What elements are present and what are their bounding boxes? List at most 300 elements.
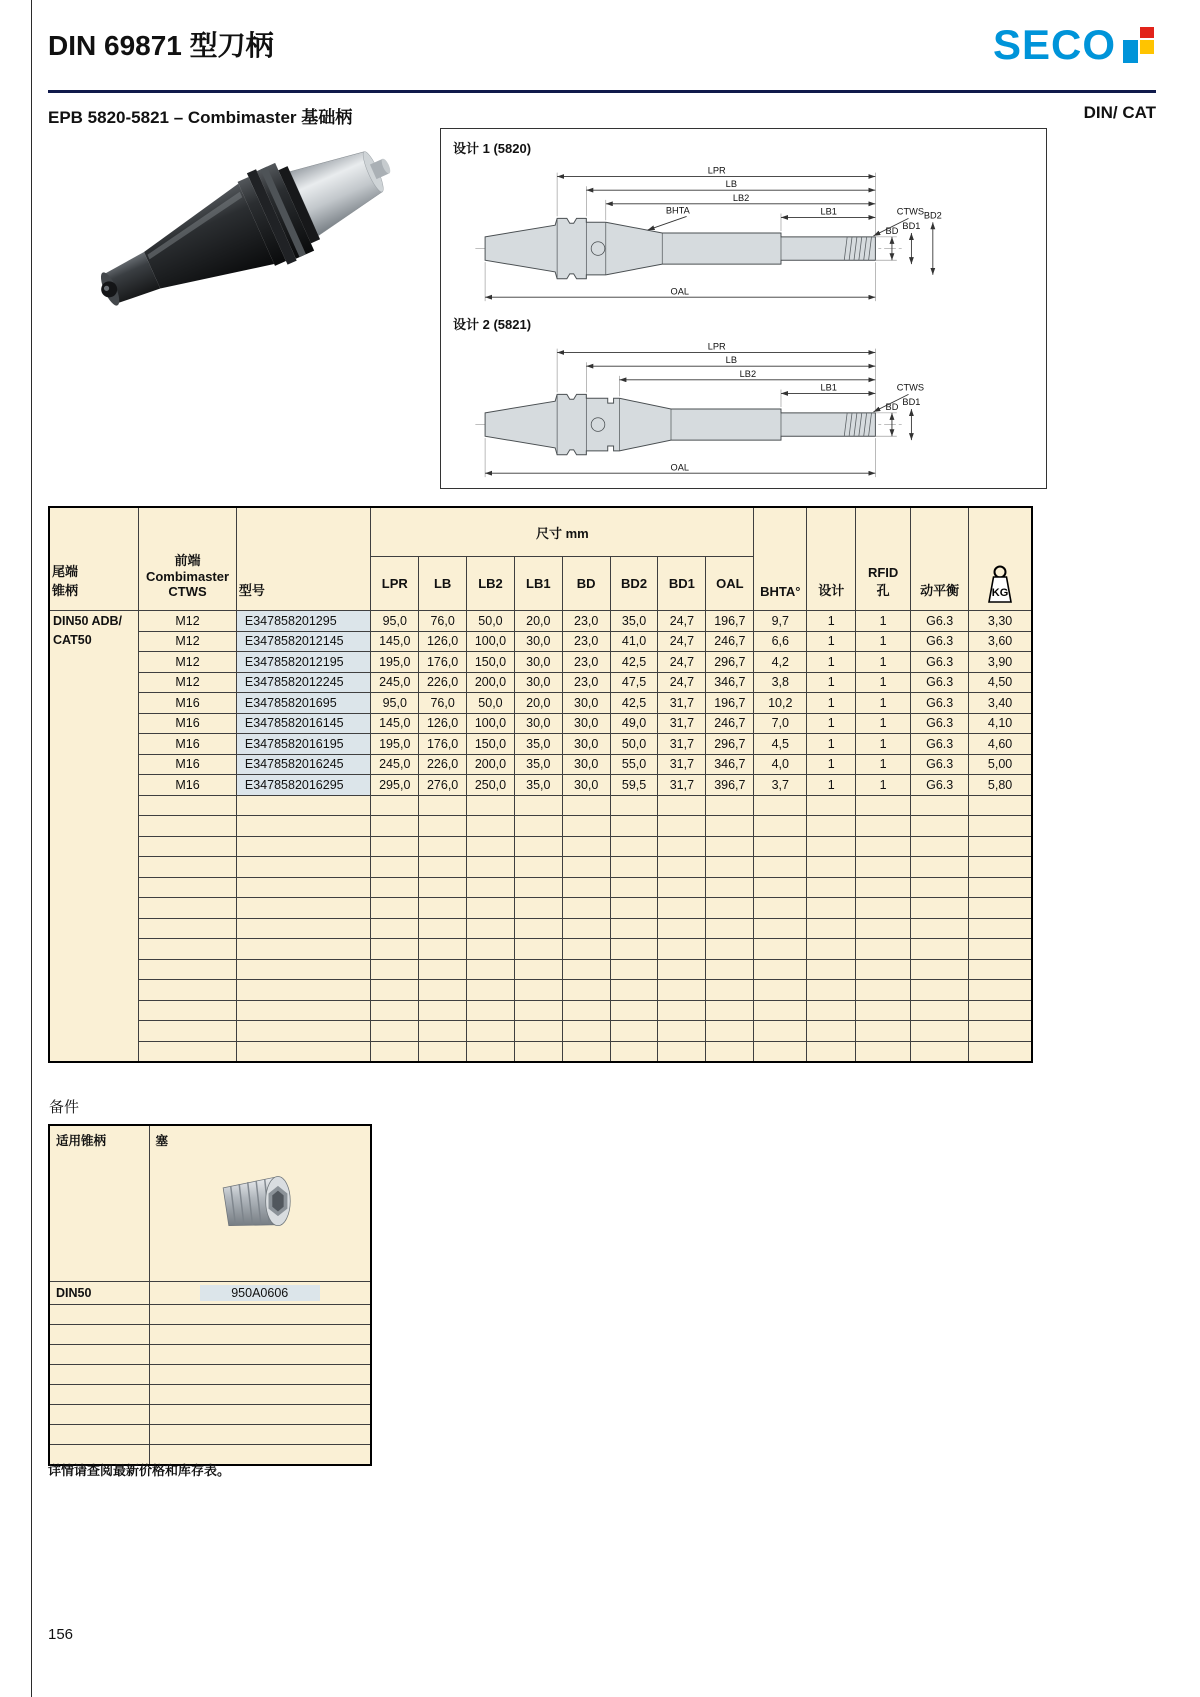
value-cell bbox=[856, 980, 911, 1001]
dim-label-bd: BD bbox=[885, 225, 898, 236]
value-cell: 196,7 bbox=[706, 693, 754, 714]
value-cell bbox=[467, 939, 515, 960]
value-cell bbox=[754, 1041, 807, 1062]
value-cell: 24,7 bbox=[658, 631, 706, 652]
value-cell bbox=[419, 816, 467, 837]
value-cell: 95,0 bbox=[371, 611, 419, 632]
value-cell bbox=[856, 918, 911, 939]
seco-logo bbox=[992, 21, 1156, 68]
value-cell bbox=[807, 857, 856, 878]
value-cell bbox=[610, 939, 658, 960]
value-cell bbox=[969, 918, 1032, 939]
value-cell: 31,7 bbox=[658, 734, 706, 755]
value-cell bbox=[807, 816, 856, 837]
dim-label-lb1: LB1 bbox=[819, 382, 837, 393]
empty-row bbox=[49, 836, 1032, 857]
value-cell: 59,5 bbox=[610, 775, 658, 796]
empty-row bbox=[49, 898, 1032, 919]
value-cell bbox=[514, 836, 562, 857]
value-cell bbox=[856, 898, 911, 919]
value-cell bbox=[514, 939, 562, 960]
value-cell bbox=[969, 939, 1032, 960]
value-cell: 30,0 bbox=[562, 734, 610, 755]
value-cell bbox=[610, 795, 658, 816]
col-header-bd2: BD2 bbox=[610, 557, 658, 611]
value-cell bbox=[514, 877, 562, 898]
value-cell bbox=[610, 1021, 658, 1042]
empty-row bbox=[49, 857, 1032, 878]
value-cell bbox=[856, 795, 911, 816]
empty-row bbox=[49, 877, 1032, 898]
design1-title: 设计 1 (5820) bbox=[453, 141, 532, 156]
value-cell: 250,0 bbox=[467, 775, 515, 796]
ctws-cell bbox=[139, 1041, 237, 1062]
value-cell bbox=[419, 898, 467, 919]
value-cell: 276,0 bbox=[419, 775, 467, 796]
model-cell bbox=[236, 898, 370, 919]
value-cell bbox=[754, 795, 807, 816]
col-header-bd: BD bbox=[562, 557, 610, 611]
spare-empty-cell bbox=[149, 1425, 371, 1445]
value-cell: 30,0 bbox=[514, 631, 562, 652]
value-cell: 7,0 bbox=[754, 713, 807, 734]
ctws-cell bbox=[139, 1021, 237, 1042]
value-cell bbox=[467, 857, 515, 878]
spare-empty-row bbox=[49, 1425, 371, 1445]
value-cell bbox=[911, 939, 969, 960]
value-cell: 1 bbox=[807, 631, 856, 652]
col-header-ctws-line2: Combimaster bbox=[145, 569, 230, 584]
spare-empty-cell bbox=[49, 1345, 149, 1365]
value-cell: 226,0 bbox=[419, 754, 467, 775]
value-cell bbox=[467, 816, 515, 837]
ctws-cell bbox=[139, 980, 237, 1001]
col-header-lb2: LB2 bbox=[467, 557, 515, 611]
value-cell: 1 bbox=[807, 693, 856, 714]
value-cell: 50,0 bbox=[467, 611, 515, 632]
value-cell bbox=[807, 877, 856, 898]
col-header-taper bbox=[49, 507, 139, 611]
spare-model-badge: 950A0606 bbox=[200, 1285, 320, 1301]
value-cell: 1 bbox=[856, 631, 911, 652]
value-cell bbox=[706, 918, 754, 939]
value-cell: 3,60 bbox=[969, 631, 1032, 652]
value-cell bbox=[807, 918, 856, 939]
value-cell: 4,2 bbox=[754, 652, 807, 673]
value-cell: 5,00 bbox=[969, 754, 1032, 775]
ctws-cell: M16 bbox=[139, 734, 237, 755]
value-cell: 1 bbox=[856, 734, 911, 755]
value-cell bbox=[562, 980, 610, 1001]
value-cell bbox=[371, 816, 419, 837]
value-cell bbox=[371, 1041, 419, 1062]
value-cell: 1 bbox=[807, 754, 856, 775]
value-cell: 346,7 bbox=[706, 672, 754, 693]
value-cell: 3,40 bbox=[969, 693, 1032, 714]
dim-label-lb: LB bbox=[725, 179, 737, 190]
value-cell: 4,50 bbox=[969, 672, 1032, 693]
value-cell: 31,7 bbox=[658, 775, 706, 796]
value-cell: 200,0 bbox=[467, 672, 515, 693]
dim-label-bd1: BD1 bbox=[901, 397, 920, 408]
value-cell: G6.3 bbox=[911, 611, 969, 632]
value-cell bbox=[969, 1021, 1032, 1042]
dim-label-lpr: LPR bbox=[707, 165, 726, 176]
value-cell: G6.3 bbox=[911, 672, 969, 693]
model-cell bbox=[236, 877, 370, 898]
spare-empty-cell bbox=[49, 1405, 149, 1425]
col-header-balance: 动平衡 bbox=[911, 507, 969, 611]
value-cell bbox=[856, 836, 911, 857]
value-cell: 50,0 bbox=[610, 734, 658, 755]
page-title: DIN 69871 型刀柄 bbox=[48, 30, 274, 61]
value-cell bbox=[371, 959, 419, 980]
value-cell bbox=[856, 857, 911, 878]
spare-empty-cell bbox=[49, 1425, 149, 1445]
value-cell: 1 bbox=[856, 672, 911, 693]
value-cell bbox=[969, 980, 1032, 1001]
plug-photo-wrap bbox=[156, 1165, 365, 1242]
value-cell bbox=[419, 1021, 467, 1042]
value-cell: 4,10 bbox=[969, 713, 1032, 734]
value-cell: 6,6 bbox=[754, 631, 807, 652]
section-subtitle: EPB 5820-5821 – Combimaster 基础柄 bbox=[48, 108, 353, 127]
empty-row bbox=[49, 959, 1032, 980]
value-cell bbox=[911, 1000, 969, 1021]
value-cell: 176,0 bbox=[419, 734, 467, 755]
value-cell: 30,0 bbox=[562, 775, 610, 796]
empty-row bbox=[49, 1000, 1032, 1021]
value-cell: 1 bbox=[856, 775, 911, 796]
dim-label-ctws: CTWS bbox=[896, 382, 924, 393]
value-cell bbox=[807, 1000, 856, 1021]
value-cell bbox=[562, 939, 610, 960]
value-cell bbox=[911, 836, 969, 857]
value-cell: 100,0 bbox=[467, 713, 515, 734]
value-cell: 4,5 bbox=[754, 734, 807, 755]
value-cell bbox=[969, 959, 1032, 980]
value-cell: 396,7 bbox=[706, 775, 754, 796]
model-cell: E3478582016295 bbox=[236, 775, 370, 796]
model-cell bbox=[236, 980, 370, 1001]
value-cell bbox=[610, 1000, 658, 1021]
value-cell bbox=[754, 939, 807, 960]
value-cell bbox=[856, 816, 911, 837]
model-cell bbox=[236, 959, 370, 980]
value-cell bbox=[911, 816, 969, 837]
value-cell: 35,0 bbox=[610, 611, 658, 632]
col-header-rfid-line1: RFID bbox=[867, 565, 899, 580]
value-cell bbox=[706, 877, 754, 898]
design2-title: 设计 2 (5821) bbox=[453, 317, 532, 332]
value-cell bbox=[911, 857, 969, 878]
logo-yellow-square bbox=[1140, 40, 1154, 54]
col-header-oal: OAL bbox=[706, 557, 754, 611]
value-cell bbox=[514, 959, 562, 980]
value-cell bbox=[754, 1000, 807, 1021]
spare-parts-heading: 备件 bbox=[49, 1099, 80, 1116]
value-cell: 24,7 bbox=[658, 652, 706, 673]
value-cell: 30,0 bbox=[514, 672, 562, 693]
value-cell: 35,0 bbox=[514, 754, 562, 775]
value-cell bbox=[807, 959, 856, 980]
value-cell bbox=[658, 877, 706, 898]
ctws-cell: M16 bbox=[139, 713, 237, 734]
ctws-cell bbox=[139, 1000, 237, 1021]
value-cell bbox=[658, 1041, 706, 1062]
value-cell: 245,0 bbox=[371, 672, 419, 693]
model-cell: E347858201295 bbox=[236, 611, 370, 632]
value-cell: 30,0 bbox=[562, 713, 610, 734]
value-cell bbox=[419, 1000, 467, 1021]
value-cell bbox=[419, 877, 467, 898]
page-number: 156 bbox=[48, 1626, 74, 1643]
dim-label-oal: OAL bbox=[670, 462, 689, 473]
value-cell bbox=[911, 877, 969, 898]
col-header-ctws bbox=[139, 507, 237, 611]
value-cell: 23,0 bbox=[562, 631, 610, 652]
value-cell bbox=[514, 1000, 562, 1021]
value-cell: G6.3 bbox=[911, 631, 969, 652]
value-cell: 295,0 bbox=[371, 775, 419, 796]
value-cell: 126,0 bbox=[419, 631, 467, 652]
model-cell: E3478582012145 bbox=[236, 631, 370, 652]
value-cell: 1 bbox=[856, 693, 911, 714]
value-cell bbox=[562, 836, 610, 857]
value-cell bbox=[562, 959, 610, 980]
spare-empty-cell bbox=[49, 1385, 149, 1405]
spare-parts-table bbox=[48, 1124, 372, 1466]
value-cell: 150,0 bbox=[467, 734, 515, 755]
value-cell: 1 bbox=[856, 713, 911, 734]
value-cell: 296,7 bbox=[706, 652, 754, 673]
value-cell bbox=[658, 816, 706, 837]
value-cell bbox=[467, 1021, 515, 1042]
value-cell: 41,0 bbox=[610, 631, 658, 652]
data-row bbox=[49, 754, 1032, 775]
value-cell bbox=[610, 980, 658, 1001]
col-header-ctws-line3: CTWS bbox=[168, 584, 207, 599]
value-cell bbox=[911, 1041, 969, 1062]
value-cell bbox=[467, 795, 515, 816]
ctws-cell: M16 bbox=[139, 754, 237, 775]
value-cell bbox=[658, 857, 706, 878]
value-cell bbox=[467, 918, 515, 939]
value-cell bbox=[562, 857, 610, 878]
col-header-rfid bbox=[856, 507, 911, 611]
value-cell bbox=[706, 816, 754, 837]
value-cell: 1 bbox=[807, 652, 856, 673]
value-cell bbox=[969, 795, 1032, 816]
value-cell: 246,7 bbox=[706, 631, 754, 652]
model-cell: E3478582012195 bbox=[236, 652, 370, 673]
value-cell bbox=[658, 1000, 706, 1021]
empty-row bbox=[49, 918, 1032, 939]
value-cell bbox=[969, 877, 1032, 898]
value-cell: 9,7 bbox=[754, 611, 807, 632]
value-cell: 31,7 bbox=[658, 754, 706, 775]
value-cell: 30,0 bbox=[514, 713, 562, 734]
value-cell bbox=[911, 898, 969, 919]
value-cell: 23,0 bbox=[562, 672, 610, 693]
value-cell: 23,0 bbox=[562, 652, 610, 673]
value-cell: 30,0 bbox=[562, 693, 610, 714]
value-cell bbox=[514, 816, 562, 837]
value-cell bbox=[969, 1041, 1032, 1062]
value-cell bbox=[658, 980, 706, 1001]
model-cell bbox=[236, 795, 370, 816]
value-cell bbox=[610, 836, 658, 857]
dim-label-lb1: LB1 bbox=[819, 206, 837, 217]
spare-row-model bbox=[149, 1282, 371, 1305]
value-cell bbox=[706, 939, 754, 960]
value-cell bbox=[419, 1041, 467, 1062]
value-cell: G6.3 bbox=[911, 652, 969, 673]
ctws-cell: M12 bbox=[139, 631, 237, 652]
value-cell bbox=[856, 877, 911, 898]
data-row bbox=[49, 611, 1032, 632]
col-header-dimensions-group: 尺寸 mm bbox=[371, 507, 754, 557]
ctws-cell: M16 bbox=[139, 693, 237, 714]
col-header-design: 设计 bbox=[807, 507, 856, 611]
empty-row bbox=[49, 795, 1032, 816]
seco-logo-mark-icon bbox=[1123, 26, 1156, 64]
data-row bbox=[49, 652, 1032, 673]
value-cell bbox=[706, 1021, 754, 1042]
value-cell bbox=[969, 857, 1032, 878]
value-cell: 76,0 bbox=[419, 693, 467, 714]
value-cell bbox=[658, 939, 706, 960]
ctws-cell bbox=[139, 857, 237, 878]
col-header-lb: LB bbox=[419, 557, 467, 611]
technical-drawings-panel bbox=[440, 128, 1047, 489]
value-cell bbox=[706, 1000, 754, 1021]
spare-empty-row bbox=[49, 1405, 371, 1425]
value-cell bbox=[562, 795, 610, 816]
value-cell bbox=[371, 1000, 419, 1021]
value-cell bbox=[467, 1000, 515, 1021]
value-cell bbox=[514, 857, 562, 878]
value-cell: 1 bbox=[807, 611, 856, 632]
section-header bbox=[48, 103, 1156, 128]
dim-label-bd: BD bbox=[885, 401, 898, 412]
value-cell bbox=[371, 898, 419, 919]
value-cell: 196,7 bbox=[706, 611, 754, 632]
spare-empty-row bbox=[49, 1385, 371, 1405]
value-cell bbox=[514, 898, 562, 919]
ctws-cell: M12 bbox=[139, 652, 237, 673]
taper-group-cell: DIN50 ADB/ CAT50 bbox=[49, 611, 139, 1063]
logo-blue-square bbox=[1123, 40, 1138, 63]
spare-header-row bbox=[49, 1125, 371, 1282]
value-cell bbox=[514, 980, 562, 1001]
value-cell bbox=[658, 836, 706, 857]
value-cell bbox=[610, 1041, 658, 1062]
value-cell bbox=[911, 980, 969, 1001]
value-cell bbox=[371, 795, 419, 816]
value-cell: 1 bbox=[856, 652, 911, 673]
col-header-lpr: LPR bbox=[371, 557, 419, 611]
col-header-ctws-line1: 前端 bbox=[174, 553, 201, 568]
value-cell: 200,0 bbox=[467, 754, 515, 775]
value-cell bbox=[706, 898, 754, 919]
value-cell: G6.3 bbox=[911, 713, 969, 734]
value-cell: 1 bbox=[807, 713, 856, 734]
value-cell: G6.3 bbox=[911, 775, 969, 796]
empty-row bbox=[49, 1041, 1032, 1062]
value-cell bbox=[969, 898, 1032, 919]
value-cell bbox=[467, 959, 515, 980]
value-cell: 5,80 bbox=[969, 775, 1032, 796]
value-cell bbox=[467, 980, 515, 1001]
spare-empty-row bbox=[49, 1365, 371, 1385]
dim-label-lb2: LB2 bbox=[732, 192, 749, 203]
design2-drawing bbox=[451, 335, 1037, 481]
data-row bbox=[49, 631, 1032, 652]
design1-drawing bbox=[451, 159, 1037, 305]
model-cell: E347858201695 bbox=[236, 693, 370, 714]
value-cell bbox=[911, 795, 969, 816]
model-cell bbox=[236, 1041, 370, 1062]
value-cell bbox=[706, 857, 754, 878]
value-cell bbox=[706, 980, 754, 1001]
table-header-row-1 bbox=[49, 507, 1032, 557]
header-rule bbox=[48, 90, 1156, 93]
value-cell bbox=[856, 1041, 911, 1062]
spare-plug-label: 塞 bbox=[155, 1134, 169, 1148]
col-header-weight bbox=[969, 507, 1032, 611]
spare-empty-cell bbox=[49, 1325, 149, 1345]
value-cell bbox=[371, 877, 419, 898]
dim-label-lpr: LPR bbox=[707, 341, 726, 352]
empty-row bbox=[49, 980, 1032, 1001]
empty-row bbox=[49, 939, 1032, 960]
spare-empty-cell bbox=[49, 1365, 149, 1385]
value-cell: 1 bbox=[856, 611, 911, 632]
value-cell bbox=[754, 857, 807, 878]
spare-empty-row bbox=[49, 1305, 371, 1325]
value-cell: 145,0 bbox=[371, 631, 419, 652]
value-cell bbox=[419, 795, 467, 816]
value-cell bbox=[562, 816, 610, 837]
dim-label-ctws: CTWS bbox=[896, 206, 924, 217]
value-cell: 35,0 bbox=[514, 775, 562, 796]
page-margin-rule bbox=[31, 0, 32, 1697]
value-cell bbox=[419, 857, 467, 878]
standard-label: DIN/ CAT bbox=[1083, 103, 1156, 122]
ctws-cell bbox=[139, 898, 237, 919]
model-cell bbox=[236, 816, 370, 837]
value-cell: 42,5 bbox=[610, 652, 658, 673]
value-cell bbox=[658, 959, 706, 980]
value-cell bbox=[514, 795, 562, 816]
value-cell bbox=[562, 918, 610, 939]
value-cell bbox=[969, 816, 1032, 837]
value-cell bbox=[807, 898, 856, 919]
value-cell bbox=[658, 898, 706, 919]
value-cell bbox=[856, 939, 911, 960]
value-cell: 100,0 bbox=[467, 631, 515, 652]
value-cell bbox=[754, 980, 807, 1001]
model-cell: E3478582016245 bbox=[236, 754, 370, 775]
value-cell bbox=[371, 836, 419, 857]
model-cell bbox=[236, 1021, 370, 1042]
value-cell bbox=[754, 816, 807, 837]
footnote: 详情请查阅最新价格和库存表。 bbox=[48, 1463, 231, 1478]
value-cell: 346,7 bbox=[706, 754, 754, 775]
ctws-cell bbox=[139, 918, 237, 939]
value-cell bbox=[610, 857, 658, 878]
